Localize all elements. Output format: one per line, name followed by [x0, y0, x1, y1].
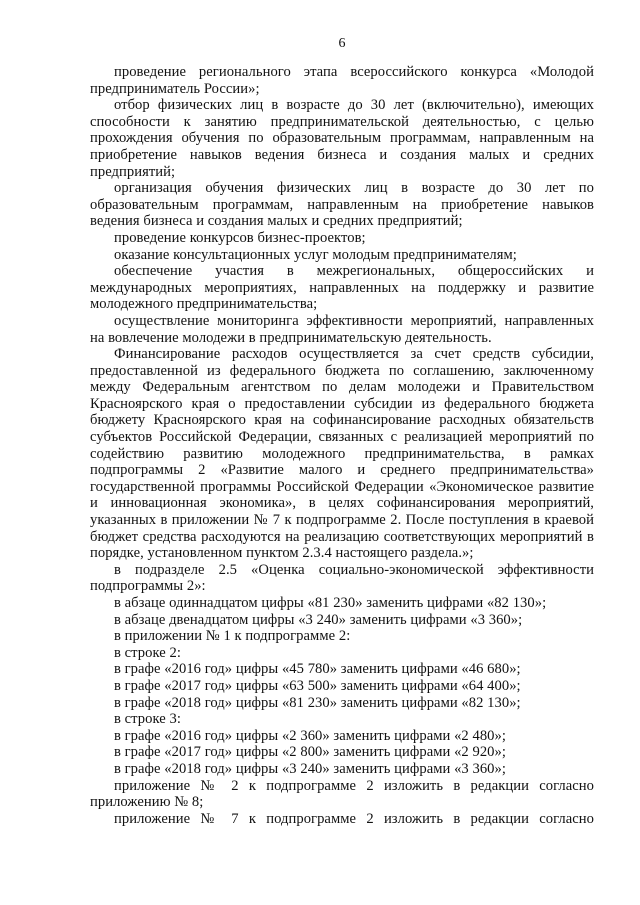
paragraph: в абзаце двенадцатом цифры «3 240» заменить цифрами «3 360»; — [114, 611, 523, 628]
paragraph: в графе «2016 год» цифры «2 360» заменить цифрами «2 480»; — [114, 727, 506, 744]
paragraph: в абзаце одиннадцатом цифры «81 230» заменить цифрами «82 130»; — [114, 595, 547, 611]
paragraph: в графе «2017 год» цифры «2 800» заменить цифрами «2 920»; — [114, 744, 506, 761]
paragraph: Финансирование расходов осуществляется за счет средств субсидии, предоставленной из федерального бюджета по соглашению, заключенному между Федеральным агентством по делам молодежи и Правительством Красноярского края о предоставлении субсидии из федерального бюджета бюджету Красноярского края на софинансирование расходных обязательств субъектов Российской Федерации, связанных с реализацией мероприятий по содействию развитию молодежного предпринимательства, в рамках подпрограммы 2 «Развитие малого и среднего предпринимательства» государственной программы Российской Федерации «Экономическое развитие и инновационная экономика», в целях софинансирования мероприятий, указанных в приложении № 7 к подпрограмме 2. После поступления в краевой бюджет средства расходуются на реализацию соответствующих мероприятий в порядке, установленном пунктом 2.3.4 настоящего раздела.»; — [90, 346, 594, 562]
page-number: 6 — [338, 36, 346, 51]
paragraph: в графе «2018 год» цифры «81 230» заменить цифрами «82 130»; — [114, 694, 521, 711]
paragraph: в графе «2017 год» цифры «63 500» заменить цифрами «64 400»; — [114, 677, 521, 694]
paragraph: в строке 3: — [114, 711, 181, 728]
paragraph: в приложении № 1 к подпрограмме 2: — [114, 628, 351, 645]
document-body — [90, 64, 594, 827]
paragraph: осуществление мониторинга эффективности мероприятий, направленных на вовлечение молодежи в предпринимательскую деятельность. — [90, 312, 594, 346]
paragraph: в графе «2016 год» цифры «45 780» заменить цифрами «46 680»; — [114, 661, 521, 678]
paragraph: отбор физических лиц в возрасте до 30 лет (включительно), имеющих способности к занятию предпринимательской деятельностью, с целью прохождения обучения по образовательным программам, направленным на приобретение навыков ведения бизнеса и создания малых и средних предприятий; — [90, 97, 594, 180]
paragraph: организация обучения физических лиц в возрасте до 30 лет по образовательным программам, направленным на приобретение навыков ведения бизнеса и создания малых и средних предприятий; — [90, 180, 594, 230]
paragraph: в подразделе 2.5 «Оценка социально-экономической эффективности подпрограммы 2»: — [90, 561, 594, 595]
paragraph: проведение конкурсов бизнес-проектов; — [114, 229, 366, 246]
paragraph: в графе «2018 год» цифры «3 240» заменить цифрами «3 360»; — [114, 760, 506, 777]
paragraph: оказание консультационных услуг молодым предпринимателям; — [114, 246, 517, 263]
paragraph: в строке 2: — [114, 644, 181, 661]
paragraph: приложение № 2 к подпрограмме 2 изложить в редакции согласно приложению № 8; — [90, 777, 594, 811]
paragraph: приложение № 7 к подпрограмме 2 изложить в редакции согласно — [114, 810, 594, 827]
paragraph: проведение регионального этапа всероссийского конкурса «Молодой предприниматель России»; — [90, 64, 594, 97]
paragraph: обеспечение участия в межрегиональных, общероссийских и международных мероприятиях, направленных на поддержку и развитие молодежного предпринимательства; — [90, 263, 594, 313]
